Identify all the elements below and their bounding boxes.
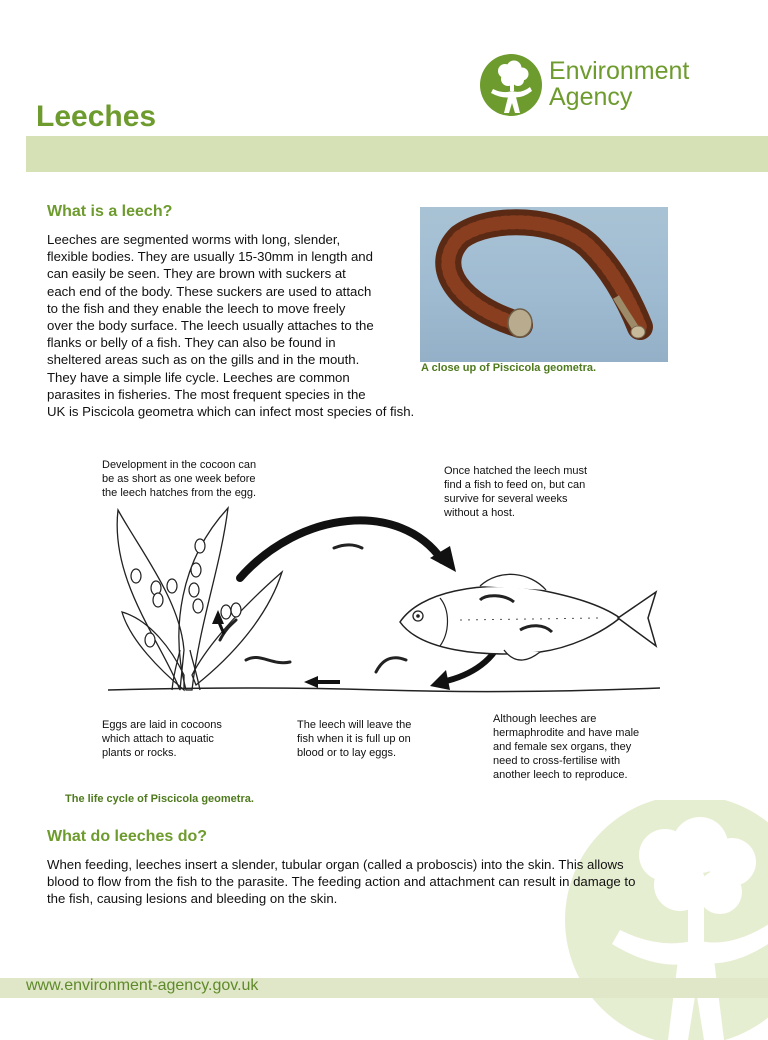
note-hatched-leech	[444, 464, 587, 520]
note-line: fish when it is full up on	[297, 733, 411, 745]
header-band	[26, 136, 768, 172]
note-cocoon-development	[102, 458, 256, 500]
paragraph-line: parasites in fisheries. The most frequent species in the	[47, 386, 366, 402]
note-line: another leech to reproduce.	[493, 769, 628, 781]
footer-website-link[interactable]: www.environment-agency.gov.uk	[26, 977, 259, 994]
note-line: the leech hatches from the egg.	[102, 487, 257, 499]
page-title: Leeches	[36, 100, 157, 133]
section-heading-what-is-a-leech: What is a leech?	[47, 203, 173, 220]
paragraph-line: to the fish and they enable the leech to move freely	[47, 300, 346, 316]
paragraph-line: flanks or belly of a fish. They can also be found in	[47, 335, 336, 351]
note-line: which attach to aquatic	[102, 733, 214, 745]
note-line: and female sex organs, they	[493, 741, 632, 753]
paragraph-line: flexible bodies. They are usually 15-30mm in length and	[47, 249, 373, 265]
note-line: Development in the cocoon can	[102, 459, 257, 471]
environment-agency-logo-icon	[479, 53, 543, 117]
paragraph-line: can easily be seen. They are brown with suckers at	[47, 266, 346, 282]
paragraph-line: They have a simple life cycle. Leeches are common	[47, 369, 350, 385]
fish-drawing	[400, 574, 656, 660]
paragraph-line: UK is Piscicola geometra which can infect most species of fish.	[47, 404, 415, 420]
logo-wordmark	[549, 58, 689, 110]
life-cycle-diagram	[100, 500, 660, 700]
note-leech-leaves-fish	[297, 718, 411, 760]
diagram-caption: The life cycle of Piscicola geometra.	[65, 793, 254, 805]
note-line: without a host.	[444, 507, 515, 519]
paragraph-line: over the body surface. The leech usually attaches to the	[47, 318, 374, 334]
section2-paragraph	[47, 856, 727, 908]
leech-illustration	[420, 207, 668, 362]
note-line: blood or to lay eggs.	[297, 747, 397, 759]
note-line: hermaphrodite and have male	[493, 727, 640, 739]
note-line: survive for several weeks	[444, 493, 568, 505]
note-line: Eggs are laid in cocoons	[102, 719, 222, 731]
paragraph-line: When feeding, leeches insert a slender, tubular organ (called a proboscis) into the skin. This allows	[47, 857, 624, 872]
paragraph-line: each end of the body. These suckers are used to attach	[47, 283, 372, 299]
note-line: find a fish to feed on, but can	[444, 479, 586, 491]
section1-paragraph	[47, 231, 427, 420]
note-line: be as short as one week before	[102, 473, 256, 485]
paragraph-line: sheltered areas such as on the gills and in the mouth.	[47, 352, 360, 368]
photo-caption: A close up of Piscicola geometra.	[421, 362, 597, 374]
note-line: Although leeches are	[493, 713, 597, 725]
note-line: The leech will leave the	[297, 719, 412, 731]
note-line: need to cross-fertilise with	[493, 755, 621, 767]
note-hermaphrodite	[493, 712, 639, 782]
tree-figure-watermark-icon	[560, 800, 768, 1040]
leech-photo	[420, 207, 668, 362]
paragraph-line: blood to flow from the fish to the parasite. The feeding action and attachment can result in damage to	[47, 874, 636, 890]
note-line: Once hatched the leech must	[444, 465, 588, 477]
logo-line-2: Agency	[549, 83, 633, 111]
note-line: plants or rocks.	[102, 747, 177, 759]
note-eggs-laid	[102, 718, 222, 760]
section-heading-what-do-leeches-do: What do leeches do?	[47, 828, 208, 845]
paragraph-line: the fish, causing lesions and bleeding on the skin.	[47, 891, 338, 907]
paragraph-line: Leeches are segmented worms with long, slender,	[47, 232, 341, 247]
logo-line-1: Environment	[549, 57, 690, 85]
